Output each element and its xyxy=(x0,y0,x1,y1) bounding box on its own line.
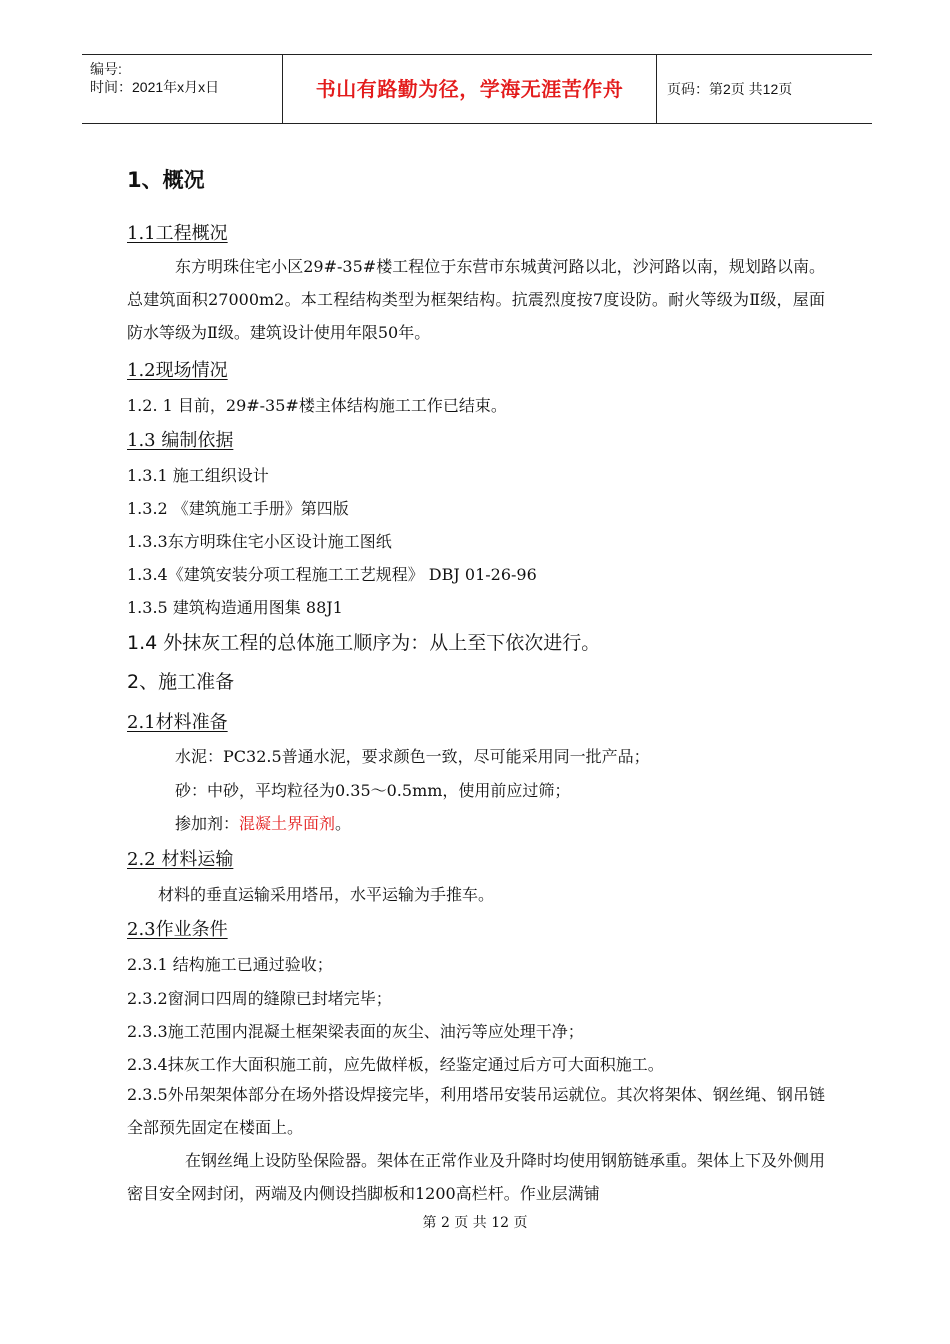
overview-paragraph: 东方明珠住宅小区29#-35#楼工程位于东营市东城黄河路以北，沙河路以南，规划路以南。总建筑面积27000m2。本工程结构类型为框架结构。抗震烈度按7度设防。耐火等级为Ⅱ级，屋面防水等级为Ⅱ级。建筑设计使用年限50年。 xyxy=(127,257,825,342)
subsection-heading-2-2: 2.2 材料运输 xyxy=(127,849,234,870)
admixture-label: 掺加剂： xyxy=(175,814,240,833)
admixture-end: 。 xyxy=(335,814,352,833)
section-heading-1: 1、概况 xyxy=(127,168,205,192)
material-admixture xyxy=(175,811,351,834)
subsection-heading-2-3: 2.3作业条件 xyxy=(127,919,228,940)
material-cement: 水泥：PC32.5普通水泥，要求颜色一致，尽可能采用同一批产品； xyxy=(175,747,650,766)
basis-item: 1.3.1 施工组织设计 xyxy=(127,466,269,485)
subsection-heading-1-3: 1.3 编制依据 xyxy=(127,430,234,451)
time-label: 时间：2021年x月x日 xyxy=(90,79,220,95)
header-meta xyxy=(82,55,282,123)
condition-item: 2.3.3施工范围内混凝土框架梁表面的灰尘、油污等应处理干净； xyxy=(127,1022,584,1041)
header-motto: 书山有路勤为径，学海无涯苦作舟 xyxy=(315,77,624,101)
subsection-heading-1-1: 1.1工程概况 xyxy=(127,223,228,244)
page-header xyxy=(82,54,872,124)
condition-item: 2.3.1 结构施工已通过验收； xyxy=(127,955,333,974)
number-label: 编号: xyxy=(90,61,122,77)
basis-item: 1.3.3东方明珠住宅小区设计施工图纸 xyxy=(127,532,392,551)
subsection-heading-1-2: 1.2现场情况 xyxy=(127,360,228,381)
subsection-heading-2-1: 2.1材料准备 xyxy=(127,712,228,733)
site-status-text: 1.2. 1 目前，29#-35#楼主体结构施工工作已结束。 xyxy=(127,396,507,415)
subsection-heading-1-4: 1.4 外抹灰工程的总体施工顺序为：从上至下依次进行。 xyxy=(127,632,601,654)
header-divider xyxy=(656,55,657,123)
transport-text: 材料的垂直运输采用塔吊，水平运输为手推车。 xyxy=(158,885,495,904)
hanging-frame-paragraph: 在钢丝绳上设防坠保险器。架体在正常作业及升降时均使用钢筋链承重。架体上下及外侧用密目安全网封闭，两端及内侧设挡脚板和1200高栏杆。作业层满铺 xyxy=(127,1151,826,1203)
condition-item-5: 2.3.5外吊架架体部分在场外搭设焊接完毕，利用塔吊安装吊运就位。其次将架体、钢丝绳、钢吊链全部预先固定在楼面上。 xyxy=(127,1085,825,1137)
material-sand: 砂：中砂，平均粒径为0.35～0.5mm，使用前应过筛； xyxy=(175,781,571,800)
condition-item: 2.3.2窗洞口四周的缝隙已封堵完毕； xyxy=(127,989,392,1008)
header-page-info: 页码：第2页 共12页 xyxy=(667,81,793,97)
basis-item: 1.3.4《建筑安装分项工程施工工艺规程》 DBJ 01-26-96 xyxy=(127,565,537,584)
basis-item: 1.3.5 建筑构造通用图集 88J1 xyxy=(127,598,343,617)
admixture-value: 混凝土界面剂 xyxy=(239,814,336,833)
condition-item: 2.3.4抹灰工作大面积施工前，应先做样板，经鉴定通过后方可大面积施工。 xyxy=(127,1055,664,1074)
basis-item: 1.3.2 《建筑施工手册》第四版 xyxy=(127,499,349,518)
page-footer: 第 2 页 共 12 页 xyxy=(422,1215,528,1231)
section-heading-2: 2、施工准备 xyxy=(127,671,235,693)
